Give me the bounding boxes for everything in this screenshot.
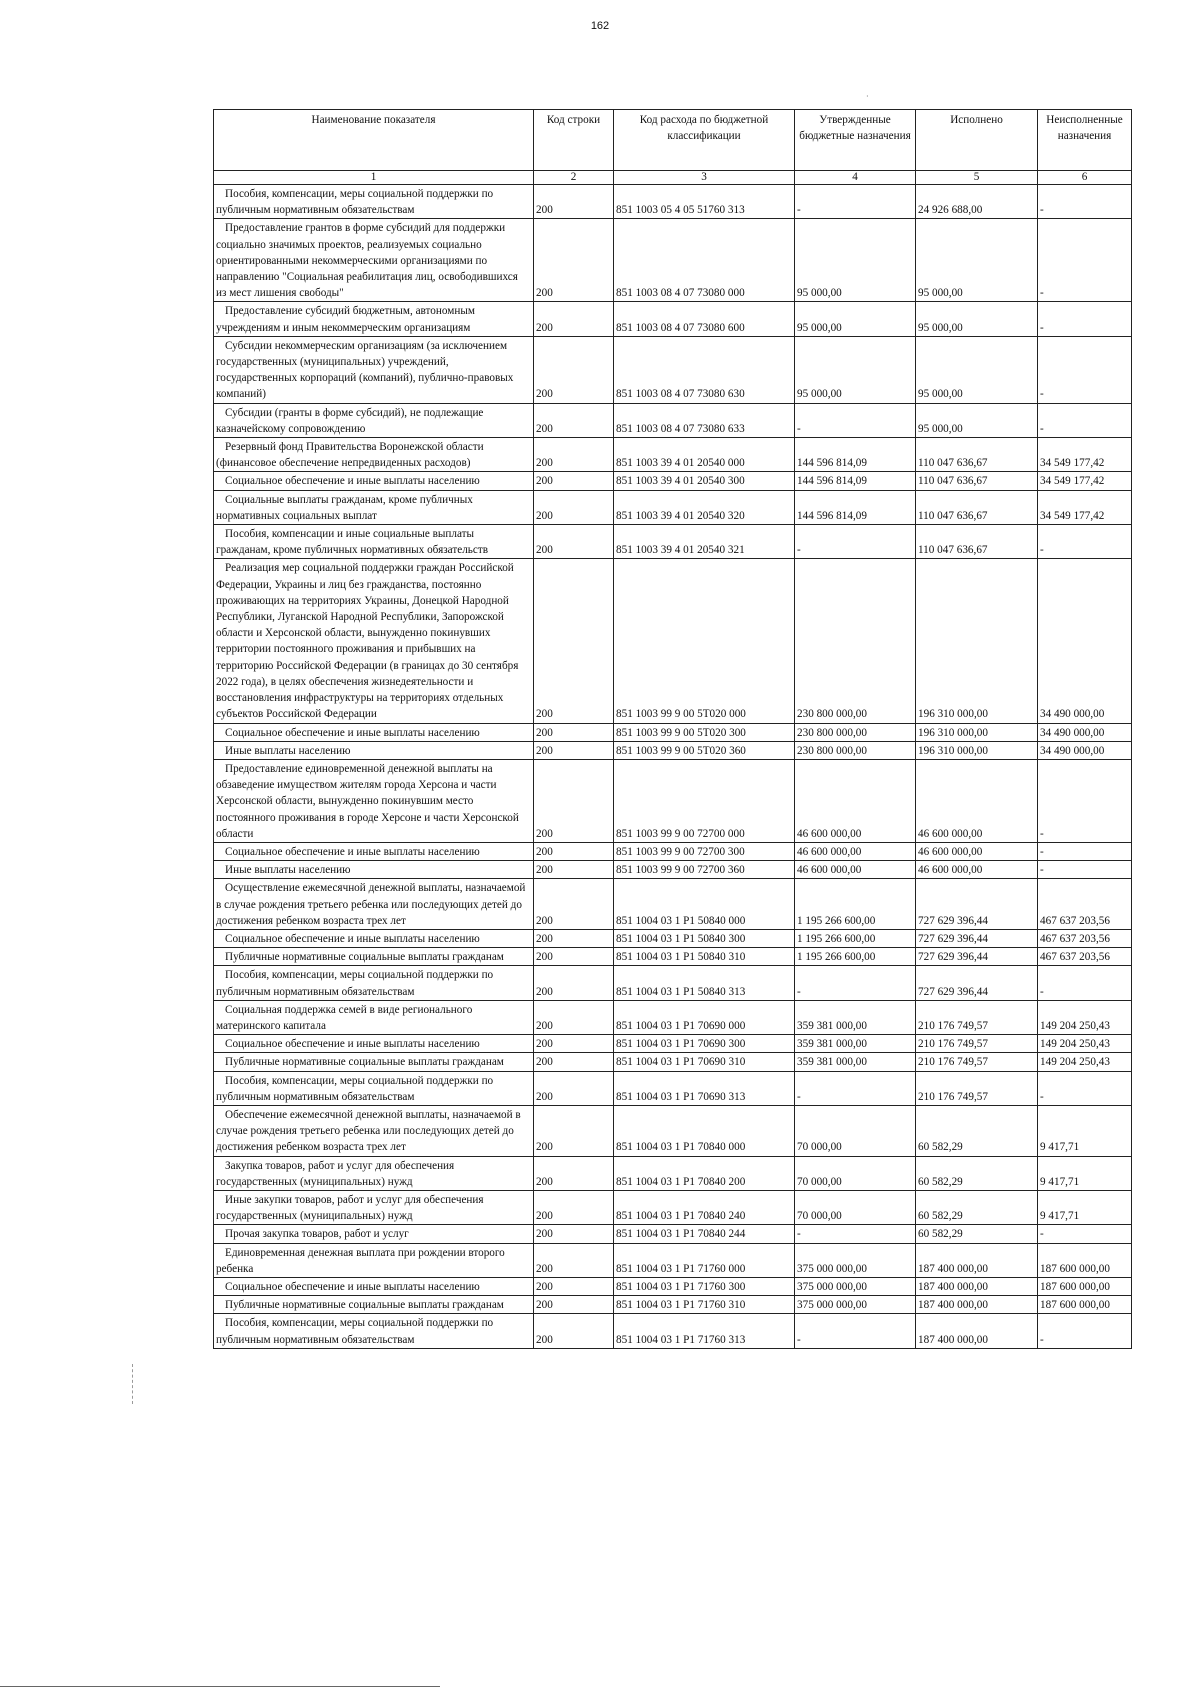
footer-rule <box>0 1686 440 1687</box>
row-line-code: 200 <box>534 1314 614 1348</box>
table-row <box>214 1190 1132 1224</box>
row-unexecuted-amount: 9 417,71 <box>1038 1190 1132 1224</box>
row-expense-code: 851 1004 03 1 Р1 50840 310 <box>614 948 795 966</box>
row-expense-code: 851 1004 03 1 Р1 70840 000 <box>614 1105 795 1156</box>
row-indicator-name: Пособия, компенсации, меры социальной поддержки по публичным нормативным обязательствам <box>214 185 534 219</box>
row-unexecuted-amount: 187 600 000,00 <box>1038 1278 1132 1296</box>
row-unexecuted-amount: - <box>1038 336 1132 403</box>
row-approved-amount: 375 000 000,00 <box>795 1278 916 1296</box>
budget-execution-table <box>213 109 1132 1349</box>
table-row <box>214 966 1132 1000</box>
table-row <box>214 1278 1132 1296</box>
column-number-row <box>214 171 1132 185</box>
row-indicator-name: Социальное обеспечение и иные выплаты населению <box>214 1035 534 1053</box>
row-line-code: 200 <box>534 879 614 930</box>
row-line-code: 200 <box>534 842 614 860</box>
row-expense-code: 851 1004 03 1 Р1 70690 000 <box>614 1000 795 1034</box>
row-approved-amount: - <box>795 966 916 1000</box>
column-number: 3 <box>614 171 795 185</box>
row-unexecuted-amount: 34 549 177,42 <box>1038 472 1132 490</box>
row-indicator-name: Публичные нормативные социальные выплаты гражданам <box>214 1296 534 1314</box>
row-indicator-name: Единовременная денежная выплата при рождении второго ребенка <box>214 1243 534 1277</box>
row-indicator-name: Социальное обеспечение и иные выплаты населению <box>214 472 534 490</box>
row-expense-code: 851 1003 39 4 01 20540 000 <box>614 438 795 472</box>
scan-artifact <box>132 1364 134 1404</box>
row-expense-code: 851 1003 08 4 07 73080 633 <box>614 403 795 437</box>
row-unexecuted-amount: - <box>1038 185 1132 219</box>
row-executed-amount: 187 400 000,00 <box>916 1314 1038 1348</box>
table-row <box>214 1296 1132 1314</box>
row-line-code: 200 <box>534 472 614 490</box>
row-indicator-name: Иные закупки товаров, работ и услуг для обеспечения государственных (муниципальных) нужд <box>214 1190 534 1224</box>
table-row <box>214 1000 1132 1034</box>
row-indicator-name: Обеспечение ежемесячной денежной выплаты, назначаемой в случае рождения третьего ребенка или последующих детей до достижения ребенком возраста трех лет <box>214 1105 534 1156</box>
column-number: 5 <box>916 171 1038 185</box>
row-unexecuted-amount: - <box>1038 759 1132 842</box>
row-expense-code: 851 1004 03 1 Р1 70840 244 <box>614 1225 795 1243</box>
table-row <box>214 861 1132 879</box>
row-indicator-name: Социальное обеспечение и иные выплаты населению <box>214 723 534 741</box>
row-executed-amount: 46 600 000,00 <box>916 842 1038 860</box>
row-executed-amount: 187 400 000,00 <box>916 1243 1038 1277</box>
row-line-code: 200 <box>534 1243 614 1277</box>
row-line-code: 200 <box>534 1000 614 1034</box>
row-executed-amount: 60 582,29 <box>916 1105 1038 1156</box>
row-executed-amount: 110 047 636,67 <box>916 490 1038 524</box>
row-unexecuted-amount: 34 490 000,00 <box>1038 723 1132 741</box>
row-indicator-name: Пособия, компенсации, меры социальной поддержки по публичным нормативным обязательствам <box>214 1314 534 1348</box>
table-row <box>214 1053 1132 1071</box>
row-line-code: 200 <box>534 1190 614 1224</box>
row-unexecuted-amount: 9 417,71 <box>1038 1156 1132 1190</box>
row-indicator-name: Закупка товаров, работ и услуг для обеспечения государственных (муниципальных) нужд <box>214 1156 534 1190</box>
table-row <box>214 1071 1132 1105</box>
row-line-code: 200 <box>534 741 614 759</box>
row-expense-code: 851 1004 03 1 Р1 70840 240 <box>614 1190 795 1224</box>
header-unexecuted: Неисполненные назначения <box>1038 110 1132 171</box>
table-row <box>214 403 1132 437</box>
row-line-code: 200 <box>534 929 614 947</box>
row-indicator-name: Предоставление единовременной денежной выплаты на обзаведение имуществом жителям города Херсона и части Херсонской области, вынужденно покинувшим место постоянного проживания в городе Херсоне и части Херсонской области <box>214 759 534 842</box>
table-body <box>214 185 1132 1349</box>
column-number: 2 <box>534 171 614 185</box>
row-approved-amount: 46 600 000,00 <box>795 861 916 879</box>
row-approved-amount: 1 195 266 600,00 <box>795 879 916 930</box>
row-indicator-name: Субсидии некоммерческим организациям (за исключением государственных (муниципальных) учреждений, государственных корпораций (компаний), публично-правовых компаний) <box>214 336 534 403</box>
row-executed-amount: 210 176 749,57 <box>916 1035 1038 1053</box>
row-unexecuted-amount: 34 549 177,42 <box>1038 490 1132 524</box>
table-row <box>214 490 1132 524</box>
row-indicator-name: Социальная поддержка семей в виде регионального материнского капитала <box>214 1000 534 1034</box>
row-line-code: 200 <box>534 966 614 1000</box>
row-approved-amount: 359 381 000,00 <box>795 1035 916 1053</box>
row-unexecuted-amount: - <box>1038 302 1132 336</box>
row-unexecuted-amount: 34 490 000,00 <box>1038 741 1132 759</box>
row-indicator-name: Прочая закупка товаров, работ и услуг <box>214 1225 534 1243</box>
row-line-code: 200 <box>534 1053 614 1071</box>
row-expense-code: 851 1003 39 4 01 20540 300 <box>614 472 795 490</box>
row-line-code: 200 <box>534 403 614 437</box>
table-row <box>214 525 1132 559</box>
table-row <box>214 1225 1132 1243</box>
row-expense-code: 851 1003 99 9 00 72700 000 <box>614 759 795 842</box>
row-expense-code: 851 1003 99 9 00 72700 300 <box>614 842 795 860</box>
row-unexecuted-amount: 187 600 000,00 <box>1038 1243 1132 1277</box>
row-approved-amount: - <box>795 1071 916 1105</box>
row-approved-amount: 144 596 814,09 <box>795 472 916 490</box>
row-unexecuted-amount: - <box>1038 861 1132 879</box>
row-expense-code: 851 1004 03 1 Р1 70690 310 <box>614 1053 795 1071</box>
row-expense-code: 851 1003 39 4 01 20540 320 <box>614 490 795 524</box>
row-executed-amount: 187 400 000,00 <box>916 1296 1038 1314</box>
row-executed-amount: 187 400 000,00 <box>916 1278 1038 1296</box>
row-executed-amount: 727 629 396,44 <box>916 929 1038 947</box>
header-approved: Утвержденные бюджетные назначения <box>795 110 916 171</box>
row-executed-amount: 95 000,00 <box>916 403 1038 437</box>
row-executed-amount: 60 582,29 <box>916 1190 1038 1224</box>
row-indicator-name: Субсидии (гранты в форме субсидий), не подлежащие казначейскому сопровождению <box>214 403 534 437</box>
row-unexecuted-amount: - <box>1038 966 1132 1000</box>
column-number: 6 <box>1038 171 1132 185</box>
row-unexecuted-amount: 467 637 203,56 <box>1038 948 1132 966</box>
row-expense-code: 851 1004 03 1 Р1 50840 000 <box>614 879 795 930</box>
row-indicator-name: Реализация мер социальной поддержки граждан Российской Федерации, Украины и лиц без гражданства, постоянно проживающих на территориях Украины, Донецкой Народной Республики, Луганской Народной Республики, Запорожской области и Херсонской области, вынужденно покинувших территории постоянного проживания и прибывших на территорию Российской Федерации (в границах до 30 сентября 2022 года), в целях обеспечения жизнедеятельности и восстановления инфраструктуры на территориях отдельных субъектов Российской Федерации <box>214 559 534 723</box>
table-row <box>214 185 1132 219</box>
row-unexecuted-amount: - <box>1038 1225 1132 1243</box>
row-indicator-name: Социальные выплаты гражданам, кроме публичных нормативных социальных выплат <box>214 490 534 524</box>
row-expense-code: 851 1004 03 1 Р1 70690 313 <box>614 1071 795 1105</box>
row-line-code: 200 <box>534 1071 614 1105</box>
row-approved-amount: 70 000,00 <box>795 1105 916 1156</box>
header-executed: Исполнено <box>916 110 1038 171</box>
row-indicator-name: Социальное обеспечение и иные выплаты населению <box>214 1278 534 1296</box>
row-executed-amount: 196 310 000,00 <box>916 741 1038 759</box>
table-row <box>214 1035 1132 1053</box>
table-row <box>214 559 1132 723</box>
row-line-code: 200 <box>534 525 614 559</box>
row-indicator-name: Предоставление грантов в форме субсидий для поддержки социально значимых проектов, реализуемых социально ориентированными некоммерческими организациями по направлению "Социальная реабилитация лиц, освободившихся из мест лишения свободы" <box>214 219 534 302</box>
row-executed-amount: 95 000,00 <box>916 336 1038 403</box>
table-header-row <box>214 110 1132 171</box>
row-expense-code: 851 1004 03 1 Р1 71760 310 <box>614 1296 795 1314</box>
row-executed-amount: 727 629 396,44 <box>916 948 1038 966</box>
row-indicator-name: Иные выплаты населению <box>214 861 534 879</box>
row-executed-amount: 210 176 749,57 <box>916 1053 1038 1071</box>
row-executed-amount: 60 582,29 <box>916 1225 1038 1243</box>
row-approved-amount: 230 800 000,00 <box>795 741 916 759</box>
row-unexecuted-amount: - <box>1038 1314 1132 1348</box>
row-executed-amount: 110 047 636,67 <box>916 438 1038 472</box>
row-indicator-name: Социальное обеспечение и иные выплаты населению <box>214 842 534 860</box>
row-expense-code: 851 1003 08 4 07 73080 630 <box>614 336 795 403</box>
row-line-code: 200 <box>534 1156 614 1190</box>
row-approved-amount: 70 000,00 <box>795 1190 916 1224</box>
table-row <box>214 336 1132 403</box>
row-approved-amount: - <box>795 525 916 559</box>
row-approved-amount: 359 381 000,00 <box>795 1000 916 1034</box>
row-unexecuted-amount: - <box>1038 842 1132 860</box>
row-executed-amount: 727 629 396,44 <box>916 966 1038 1000</box>
row-line-code: 200 <box>534 185 614 219</box>
row-executed-amount: 46 600 000,00 <box>916 759 1038 842</box>
table-row <box>214 1243 1132 1277</box>
row-unexecuted-amount: 149 204 250,43 <box>1038 1035 1132 1053</box>
table-row <box>214 741 1132 759</box>
column-number: 1 <box>214 171 534 185</box>
row-approved-amount: 375 000 000,00 <box>795 1243 916 1277</box>
row-approved-amount: 46 600 000,00 <box>795 759 916 842</box>
table-row <box>214 472 1132 490</box>
row-executed-amount: 210 176 749,57 <box>916 1000 1038 1034</box>
table-row <box>214 219 1132 302</box>
row-unexecuted-amount: - <box>1038 525 1132 559</box>
row-line-code: 200 <box>534 1035 614 1053</box>
row-executed-amount: 46 600 000,00 <box>916 861 1038 879</box>
row-expense-code: 851 1003 99 9 00 5Т020 300 <box>614 723 795 741</box>
header-expense-code: Код расхода по бюджетной классификации <box>614 110 795 171</box>
row-approved-amount: 144 596 814,09 <box>795 490 916 524</box>
row-unexecuted-amount: - <box>1038 1071 1132 1105</box>
row-approved-amount: 375 000 000,00 <box>795 1296 916 1314</box>
row-approved-amount: - <box>795 1225 916 1243</box>
row-approved-amount: 70 000,00 <box>795 1156 916 1190</box>
row-expense-code: 851 1003 99 9 00 72700 360 <box>614 861 795 879</box>
row-unexecuted-amount: 9 417,71 <box>1038 1105 1132 1156</box>
scan-speck: · <box>866 92 869 101</box>
row-line-code: 200 <box>534 302 614 336</box>
row-approved-amount: 230 800 000,00 <box>795 559 916 723</box>
header-indicator-name: Наименование показателя <box>214 110 534 171</box>
row-approved-amount: 46 600 000,00 <box>795 842 916 860</box>
row-executed-amount: 95 000,00 <box>916 302 1038 336</box>
row-indicator-name: Пособия, компенсации, меры социальной поддержки по публичным нормативным обязательствам <box>214 1071 534 1105</box>
row-expense-code: 851 1004 03 1 Р1 70840 200 <box>614 1156 795 1190</box>
row-approved-amount: - <box>795 185 916 219</box>
row-indicator-name: Иные выплаты населению <box>214 741 534 759</box>
row-indicator-name: Осуществление ежемесячной денежной выплаты, назначаемой в случае рождения третьего ребенка или последующих детей до достижения ребенком возраста трех лет <box>214 879 534 930</box>
row-approved-amount: 95 000,00 <box>795 219 916 302</box>
row-approved-amount: 359 381 000,00 <box>795 1053 916 1071</box>
table-row <box>214 759 1132 842</box>
row-indicator-name: Пособия, компенсации и иные социальные выплаты гражданам, кроме публичных нормативных обязательств <box>214 525 534 559</box>
row-unexecuted-amount: 34 549 177,42 <box>1038 438 1132 472</box>
table-row <box>214 929 1132 947</box>
row-line-code: 200 <box>534 490 614 524</box>
row-approved-amount: 95 000,00 <box>795 336 916 403</box>
row-expense-code: 851 1003 39 4 01 20540 321 <box>614 525 795 559</box>
row-expense-code: 851 1003 08 4 07 73080 000 <box>614 219 795 302</box>
row-expense-code: 851 1004 03 1 Р1 71760 000 <box>614 1243 795 1277</box>
row-unexecuted-amount: 34 490 000,00 <box>1038 559 1132 723</box>
row-expense-code: 851 1003 08 4 07 73080 600 <box>614 302 795 336</box>
row-unexecuted-amount: 149 204 250,43 <box>1038 1053 1132 1071</box>
row-executed-amount: 196 310 000,00 <box>916 723 1038 741</box>
table-row <box>214 1314 1132 1348</box>
row-approved-amount: 230 800 000,00 <box>795 723 916 741</box>
table-row <box>214 723 1132 741</box>
row-line-code: 200 <box>534 948 614 966</box>
row-indicator-name: Публичные нормативные социальные выплаты гражданам <box>214 948 534 966</box>
row-line-code: 200 <box>534 336 614 403</box>
row-approved-amount: - <box>795 403 916 437</box>
row-approved-amount: 1 195 266 600,00 <box>795 948 916 966</box>
row-indicator-name: Пособия, компенсации, меры социальной поддержки по публичным нормативным обязательствам <box>214 966 534 1000</box>
row-executed-amount: 110 047 636,67 <box>916 525 1038 559</box>
row-line-code: 200 <box>534 559 614 723</box>
row-executed-amount: 24 926 688,00 <box>916 185 1038 219</box>
row-expense-code: 851 1004 03 1 Р1 70690 300 <box>614 1035 795 1053</box>
row-approved-amount: 1 195 266 600,00 <box>795 929 916 947</box>
row-indicator-name: Публичные нормативные социальные выплаты гражданам <box>214 1053 534 1071</box>
row-expense-code: 851 1004 03 1 Р1 50840 300 <box>614 929 795 947</box>
row-executed-amount: 727 629 396,44 <box>916 879 1038 930</box>
table-row <box>214 438 1132 472</box>
row-unexecuted-amount: 467 637 203,56 <box>1038 929 1132 947</box>
row-line-code: 200 <box>534 219 614 302</box>
row-unexecuted-amount: - <box>1038 403 1132 437</box>
row-approved-amount: - <box>795 1314 916 1348</box>
row-line-code: 200 <box>534 438 614 472</box>
row-approved-amount: 95 000,00 <box>795 302 916 336</box>
header-line-code: Код строки <box>534 110 614 171</box>
column-number: 4 <box>795 171 916 185</box>
row-executed-amount: 60 582,29 <box>916 1156 1038 1190</box>
row-line-code: 200 <box>534 1105 614 1156</box>
row-indicator-name: Предоставление субсидий бюджетным, автономным учреждениям и иным некоммерческим организациям <box>214 302 534 336</box>
row-unexecuted-amount: 187 600 000,00 <box>1038 1296 1132 1314</box>
row-line-code: 200 <box>534 1296 614 1314</box>
row-unexecuted-amount: 149 204 250,43 <box>1038 1000 1132 1034</box>
row-expense-code: 851 1004 03 1 Р1 50840 313 <box>614 966 795 1000</box>
row-executed-amount: 210 176 749,57 <box>916 1071 1038 1105</box>
table-row <box>214 879 1132 930</box>
row-line-code: 200 <box>534 723 614 741</box>
row-indicator-name: Социальное обеспечение и иные выплаты населению <box>214 929 534 947</box>
row-line-code: 200 <box>534 861 614 879</box>
row-approved-amount: 144 596 814,09 <box>795 438 916 472</box>
row-line-code: 200 <box>534 759 614 842</box>
table-row <box>214 1105 1132 1156</box>
row-unexecuted-amount: 467 637 203,56 <box>1038 879 1132 930</box>
row-expense-code: 851 1004 03 1 Р1 71760 300 <box>614 1278 795 1296</box>
table-row <box>214 1156 1132 1190</box>
row-unexecuted-amount: - <box>1038 219 1132 302</box>
row-executed-amount: 95 000,00 <box>916 219 1038 302</box>
table-row <box>214 302 1132 336</box>
row-indicator-name: Резервный фонд Правительства Воронежской области (финансовое обеспечение непредвиденных расходов) <box>214 438 534 472</box>
row-line-code: 200 <box>534 1225 614 1243</box>
row-expense-code: 851 1003 99 9 00 5Т020 000 <box>614 559 795 723</box>
row-line-code: 200 <box>534 1278 614 1296</box>
table-row <box>214 948 1132 966</box>
row-expense-code: 851 1004 03 1 Р1 71760 313 <box>614 1314 795 1348</box>
page-number: 162 <box>590 20 610 32</box>
row-expense-code: 851 1003 99 9 00 5Т020 360 <box>614 741 795 759</box>
table-row <box>214 842 1132 860</box>
row-executed-amount: 196 310 000,00 <box>916 559 1038 723</box>
row-executed-amount: 110 047 636,67 <box>916 472 1038 490</box>
row-expense-code: 851 1003 05 4 05 51760 313 <box>614 185 795 219</box>
